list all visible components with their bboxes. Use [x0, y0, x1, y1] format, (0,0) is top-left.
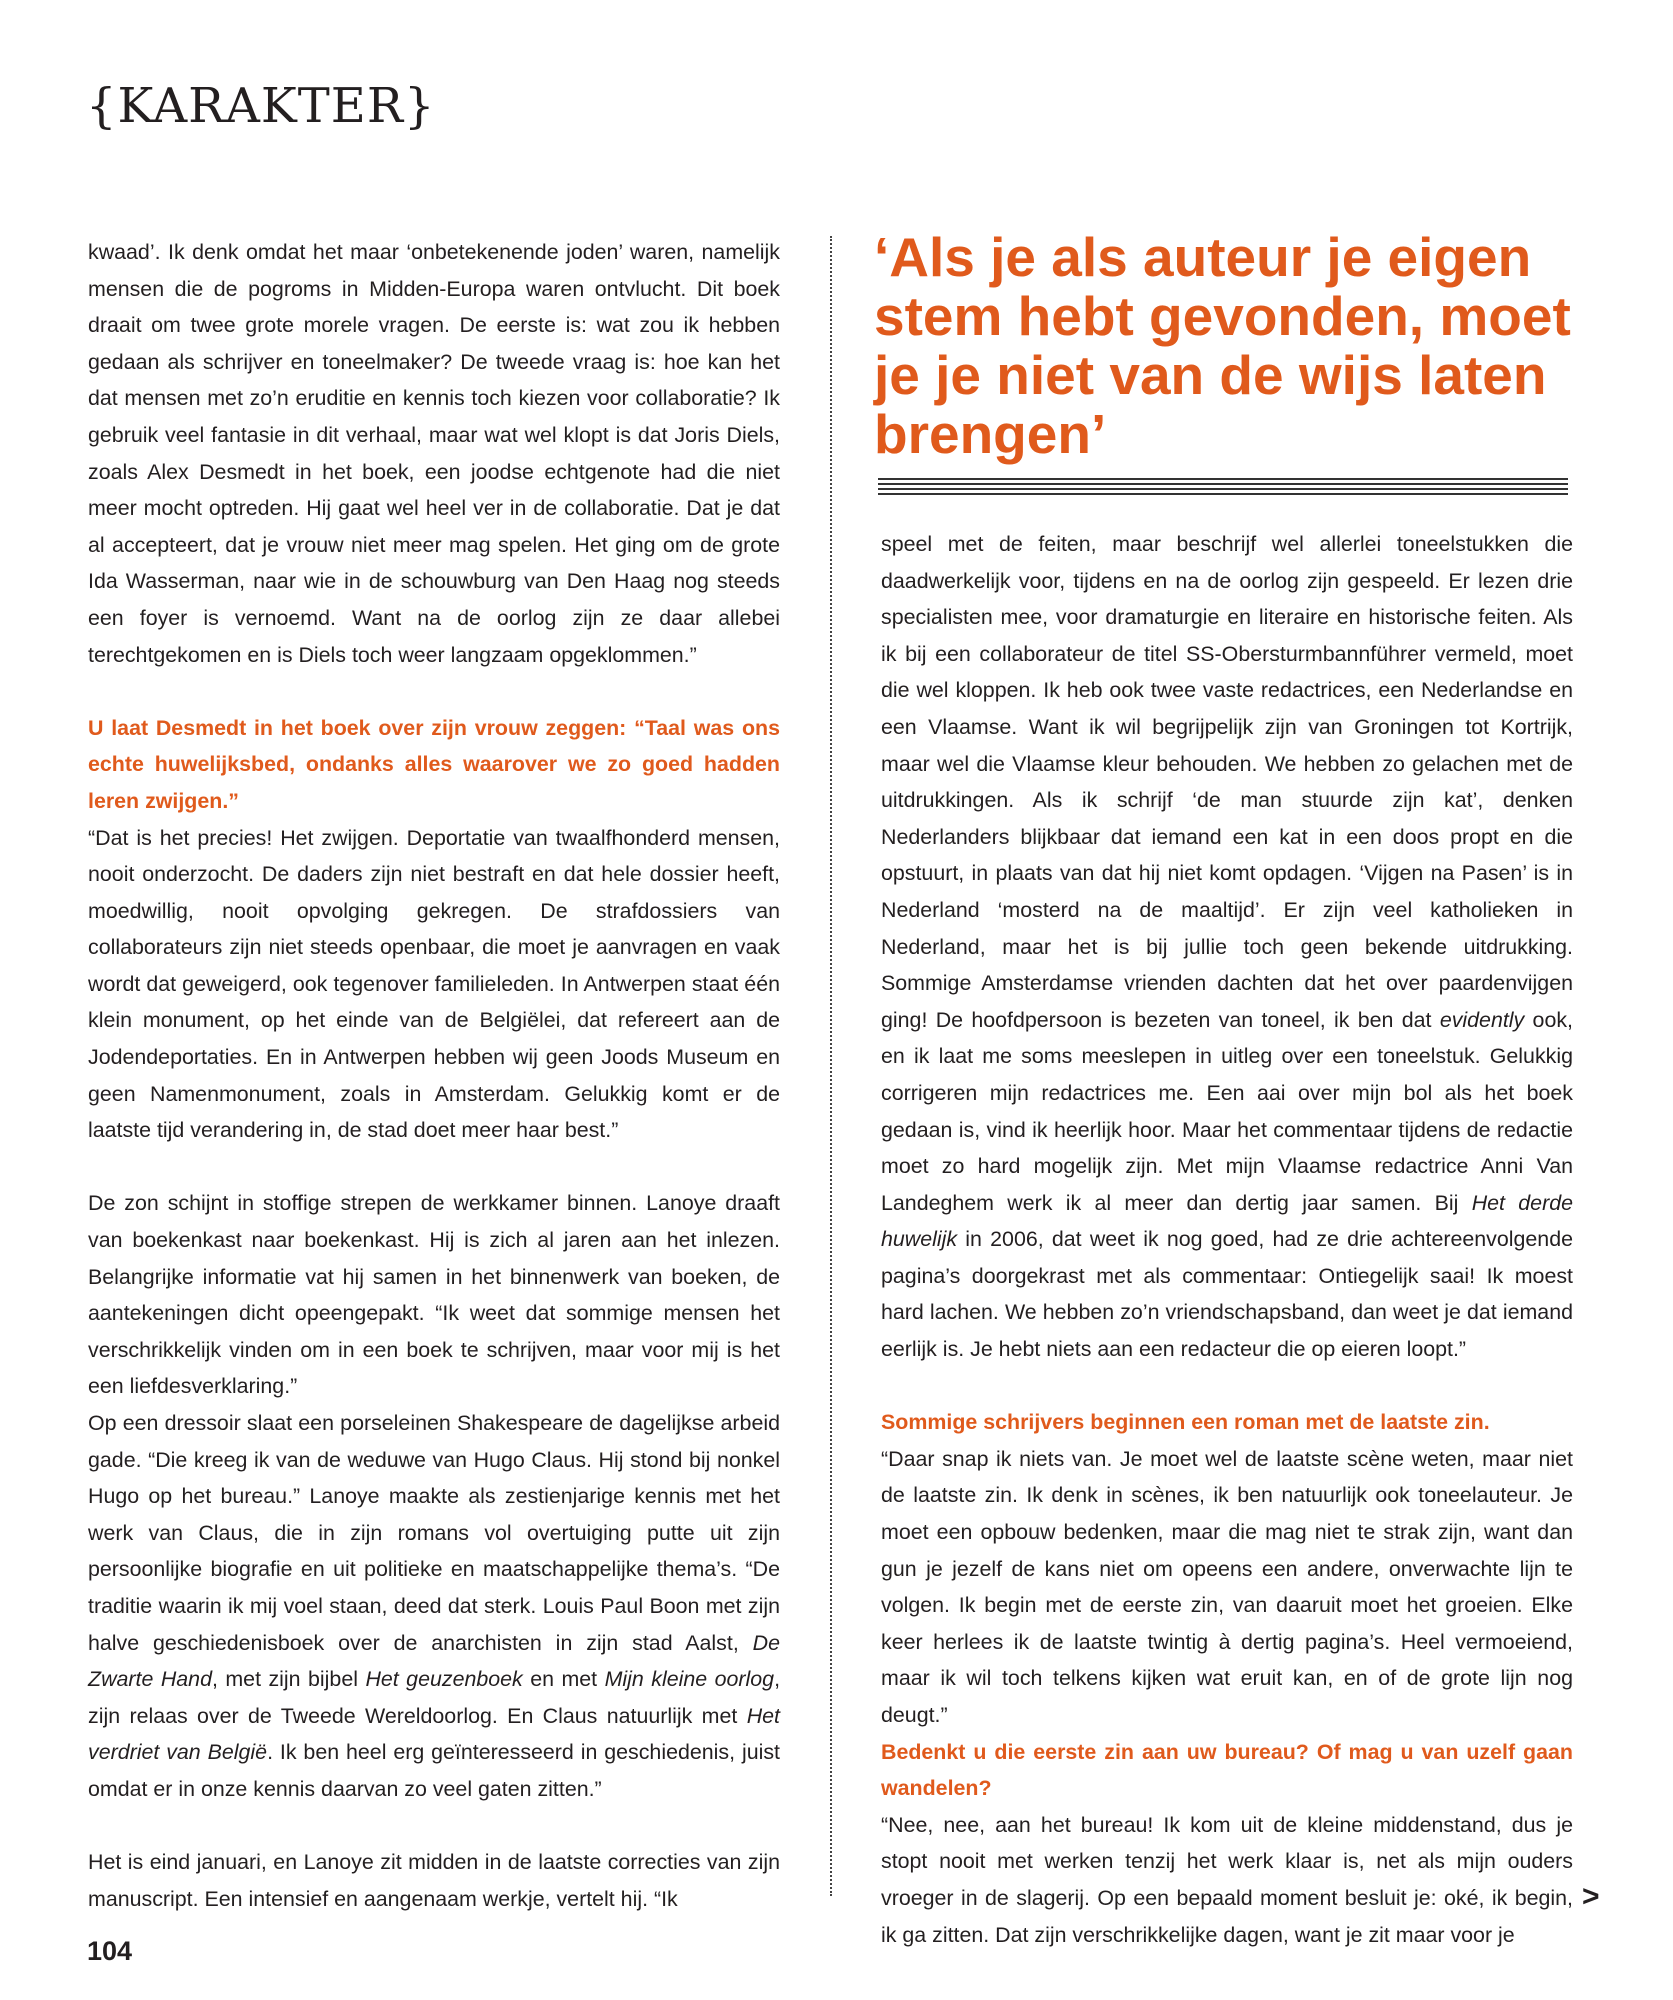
- text-run: , zijn relaas over de Tweede Wereldoorlog. En Claus natuurlijk met: [88, 1667, 781, 1728]
- paragraph: “Daar snap ik niets van. Je moet wel de laatste scène weten, maar niet de laatste zin. Ik denk in scènes, ik ben natuurlijk ook toneelauteur. Je moet een opbouw bedenken, maar die mag niet te strak zijn, want dan gun je jezelf de kans niet om opeens een andere, onverwachte lijn te volgen. Ik begin met de eerste zin, van daaruit moet het groeien. Elke keer herlees ik de laatste twintig à dertig pagina’s. Heel vermoeiend, maar ik wil toch telkens kijken wat eruit kan, en of de grote lijn nog deugt.”: [881, 1446, 1573, 1727]
- italic-word: evidently: [1439, 1007, 1525, 1032]
- paragraph: Het is eind januari, en Lanoye zit midden in de laatste correcties van zijn manuscript. Een intensief en aangenaam werkje, vertelt hij. “Ik: [88, 1850, 780, 1911]
- paragraph: [881, 526, 1573, 1368]
- right-column: [881, 526, 1573, 1953]
- book-title: Het geuzenboek: [365, 1667, 523, 1692]
- interview-question: Bedenkt u die eerste zin aan uw bureau? Of mag u van uzelf gaan wandelen?: [881, 1739, 1573, 1801]
- text-run: ook, en ik laat me soms meeslepen in uitleg over een toneelstuk. Gelukkig corrigeren mijn redactrices me. Een aai over mijn bol als het boek gedaan is, vind ik heerlijk hoor. Maar het commentaar tijdens de redactie moet zo hard mogelijk zijn. Met mijn Vlaamse redactrice Anni Van Landeghem werk ik al meer dan dertig jaar samen. Bij: [881, 1007, 1573, 1215]
- column-divider: [830, 236, 832, 1896]
- book-title: De Zwarte Hand: [88, 1630, 780, 1692]
- rule-line: [878, 493, 1568, 495]
- rule-line: [878, 488, 1568, 490]
- page-number: 104: [87, 1936, 133, 1966]
- paragraph: kwaad’. Ik denk omdat het maar ‘onbetekenende joden’ waren, namelijk mensen die de pogroms in Midden-Europa waren ontvlucht. Dit boek draait om twee grote morele vragen. De eerste is: wat zou ik hebben gedaan als schrijver en toneelmaker? De tweede vraag is: hoe kan het dat mensen met zo’n eruditie en kennis toch kiezen voor collaboratie? Ik gebruik veel fantasie in dit verhaal, maar wat wel klopt is dat Joris Diels, zoals Alex Desmedt in het boek, een joodse echtgenote had die niet meer mocht optreden. Hij gaat wel heel ver in de collaboratie. Dat je dat al accepteert, dat je vrouw niet meer mag spelen. Het ging om de grote Ida Wasserman, naar wie in de schouwburg van Den Haag nog steeds een foyer is vernoemd. Want na de oorlog zijn ze daar allebei terechtgekomen en is Diels toch weer langzaam opgeklommen.”: [88, 240, 780, 667]
- left-column: [88, 234, 780, 1917]
- paragraph: [88, 1405, 780, 1808]
- text-run: . Ik ben heel erg geïnteresseerd in geschiedenis, juist omdat er in onze kennis daarvan zo veel gaten zitten.”: [88, 1740, 780, 1801]
- text-run: Op een dressoir slaat een porseleinen Shakespeare de dagelijkse arbeid gade. “Die kreeg ik van de weduwe van Hugo Claus. Hij stond bij nonkel Hugo op het bureau.” Lanoye maakte als zestienjarige kennis met het werk van Claus, die in zijn romans vol overtuiging putte uit zijn persoonlijke biografie en uit politieke en maatschappelijke thema’s. “De traditie waarin ik mij voel staan, deed dat sterk. Louis Paul Boon met zijn halve geschiedenisboek over de anarchisten in zijn stad Aalst,: [88, 1411, 780, 1655]
- text-run: speel met de feiten, maar beschrijf wel allerlei toneelstukken die daadwerkelijk voor, tijdens en na de oorlog zijn gespeeld. Er lezen drie specialisten mee, voor dramaturgie en literaire en historische feiten. Als ik bij een collaborateur de titel SS-Obersturmbannführer vermeld, moet die wel kloppen. Ik heb ook twee vaste redactrices, een Nederlandse en een Vlaamse. Want ik wil begrijpelijk zijn van Groningen tot Kortrijk, maar wel die Vlaamse kleur behouden. We hebben zo gelachen met de uitdrukkingen. Als ik schrijf ‘de man stuurde zijn kat’, denken Nederlanders blijkbaar dat iemand een kat in een doos propt en die opstuurt, in plaats van dat hij niet komt opdagen. ‘Vijgen na Pasen’ is in Nederland ‘mosterd na de maaltijd’. Er zijn veel katholieken in Nederland, maar het is bij jullie toch geen bekende uitdrukking. Sommige Amsterdamse vrienden dachten dat het over paardenvijgen ging! De hoofdpersoon is bezeten van toneel, ik ben dat: [881, 532, 1573, 1032]
- interview-question: Sommige schrijvers beginnen een roman met de laatste zin.: [881, 1410, 1490, 1435]
- book-title: Het verdriet van België: [88, 1703, 780, 1765]
- rule-line: [878, 483, 1568, 485]
- continue-arrow-icon: >: [1582, 1880, 1600, 1913]
- paragraph: “Dat is het precies! Het zwijgen. Deportatie van twaalfhonderd mensen, nooit onderzocht. De daders zijn niet bestraft en dat hele dossier heeft, moedwillig, nooit opvolging gekregen. De strafdossiers van collaborateurs zijn niet steeds openbaar, die moet je aanvragen en vaak wordt dat geweigerd, ook tegenover familieleden. In Antwerpen staat één klein monument, op het einde van de Belgiëlei, dat refereert aan de Jodendeportaties. En in Antwerpen hebben wij geen Joods Museum en geen Namenmonument, zoals in Amsterdam. Gelukkig komt er de laatste tijd verandering in, de stad doet meer haar best.”: [88, 825, 780, 1143]
- text-run: en met: [522, 1667, 605, 1692]
- rule-line: [878, 478, 1568, 480]
- interview-question: U laat Desmedt in het boek over zijn vrouw zeggen: “Taal was ons echte huwelijksbed, ondanks alles waarover we zo goed hadden leren zwijgen.”: [88, 715, 780, 813]
- book-title: Het derde huwelijk: [881, 1190, 1573, 1252]
- paragraph: De zon schijnt in stoffige strepen de werkkamer binnen. Lanoye draaft van boekenkast naar boekenkast. Hij is zich al jaren aan het inlezen. Belangrijke informatie vat hij samen in het binnenwerk van boeken, de aantekeningen dicht opeengepakt. “Ik weet dat sommige mensen het verschrikkelijk vinden om in een boek te schrijven, maar voor mij is het een liefdesverklaring.”: [88, 1191, 780, 1399]
- section-label: {KARAKTER}: [86, 78, 436, 134]
- paragraph: “Nee, nee, aan het bureau! Ik kom uit de kleine middenstand, dus je stopt nooit met werken tenzij het werk klaar is, net als mijn ouders vroeger in de slagerij. Op een bepaald moment besluit je: oké, ik begin, ik ga zitten. Dat zijn verschrikkelijke dagen, want je zit maar voor je: [881, 1812, 1573, 1947]
- text-run: in 2006, dat weet ik nog goed, had ze drie achtereenvolgende pagina’s doorgekrast met als commentaar: Ontiegelijk saai! Ik moest hard lachen. We hebben zo’n vriendschapsband, dan weet je dat iemand eerlijk is. Je hebt niets aan een redacteur die op eieren loopt.”: [881, 1227, 1573, 1362]
- book-title: Mijn kleine oorlog: [604, 1667, 775, 1692]
- pull-quote-rules: [878, 478, 1568, 498]
- text-run: , met zijn bijbel: [211, 1667, 366, 1692]
- pull-quote: ‘Als je als auteur je eigen stem hebt gevonden, moet je je niet van de wijs laten brengen’: [874, 226, 1571, 465]
